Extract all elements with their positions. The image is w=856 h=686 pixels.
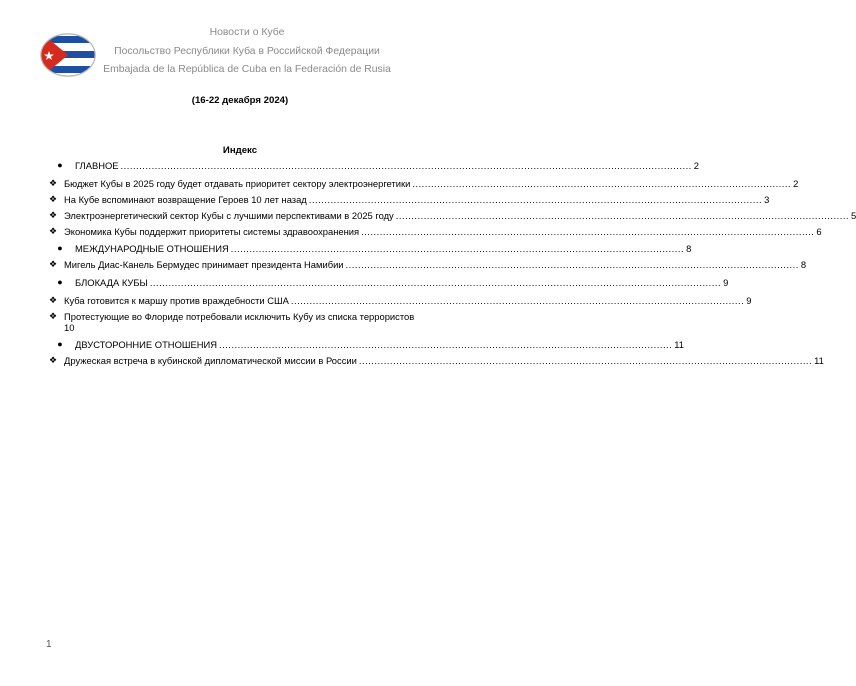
toc-page-number: 3: [764, 194, 770, 205]
dot-leader: ..................................................................................................................................................: [345, 259, 799, 270]
toc-article-title: Дружеская встреча в кубинской дипломатической миссии в России: [64, 355, 357, 366]
table-of-contents: [46, 160, 856, 366]
header-title: Новости о Кубе: [209, 27, 285, 38]
diamond-bullet-icon: ❖: [48, 311, 58, 321]
toc-section-title: МЕЖДУНАРОДНЫЕ ОТНОШЕНИЯ: [75, 243, 229, 254]
toc-page-number: 10: [64, 322, 75, 333]
diamond-bullet-icon: ❖: [48, 295, 58, 305]
toc-article-row[interactable]: [46, 194, 770, 205]
toc-page-number: 6: [816, 226, 822, 237]
diamond-bullet-icon: ❖: [48, 355, 58, 365]
bullet-icon: ●: [57, 160, 63, 170]
date-range: (16-22 декабря 2024): [191, 95, 289, 106]
toc-article-row[interactable]: [46, 295, 752, 306]
toc-section-row[interactable]: [46, 339, 685, 350]
toc-article-title: Куба готовится к маршу против враждебности США: [64, 295, 289, 306]
toc-page-number: 9: [746, 295, 752, 306]
toc-page-number: 2: [693, 160, 700, 171]
toc-section-row[interactable]: [46, 160, 700, 171]
toc-section-title: ГЛАВНОЕ: [75, 160, 119, 171]
bullet-icon: ●: [57, 339, 63, 349]
toc-page-number: 11: [674, 339, 685, 350]
toc-article-title: Мигель Диас-Канель Бермудес принимает президента Намибии: [64, 259, 344, 270]
toc-page-number: 8: [800, 259, 807, 270]
diamond-bullet-icon: ❖: [48, 178, 58, 188]
header-embassy-ru: Посольство Республики Куба в Российской Федерации: [114, 46, 380, 57]
bullet-icon: ●: [57, 243, 63, 253]
toc-page-number: 11: [814, 355, 824, 366]
toc-section-row[interactable]: [46, 243, 692, 254]
diamond-bullet-icon: ❖: [48, 210, 58, 220]
toc-page-number: 5: [851, 210, 856, 221]
header-embassy-es: Embajada de la República de Cuba en la Federación de Rusia: [103, 64, 391, 75]
toc-section-title: БЛОКАДА КУБЫ: [75, 277, 148, 288]
toc-page-number: 9: [723, 277, 729, 288]
dot-leader: ........................................................................................................................................................................................: [149, 277, 722, 288]
toc-article-row[interactable]: [46, 226, 822, 237]
toc-page-number: 8: [686, 243, 692, 254]
toc-section-title: ДВУСТОРОННИЕ ОТНОШЕНИЯ: [75, 339, 217, 350]
dot-leader: ........................................................................................................................................................................................: [120, 160, 692, 171]
diamond-bullet-icon: ❖: [48, 259, 58, 269]
dot-leader: ..................................................................................................................................................: [361, 226, 815, 237]
dot-leader: ..................................................................................................................................................: [290, 295, 745, 306]
toc-article-title: Экономика Кубы поддержит приоритеты системы здравоохранения: [64, 226, 360, 237]
toc-article-row[interactable]: [46, 311, 446, 333]
bullet-icon: ●: [57, 277, 63, 287]
toc-section-row[interactable]: [46, 277, 729, 288]
cuba-flag-logo: [38, 30, 98, 80]
toc-article-title: Протестующие во Флориде потребовали исключить Кубу из списка террористов: [64, 311, 415, 322]
dot-leader: ..................................................................................................................................................: [230, 243, 685, 254]
dot-leader: ..................................................................................................................................................: [395, 210, 850, 221]
toc-page-number: 2: [793, 178, 799, 189]
toc-article-row[interactable]: [46, 210, 856, 221]
diamond-bullet-icon: ❖: [48, 226, 58, 236]
diamond-bullet-icon: ❖: [48, 194, 58, 204]
dot-leader: ..........................................................................................................................: [412, 178, 792, 189]
toc-article-title: Электроэнергетический сектор Кубы с лучшими перспективами в 2025 году: [64, 210, 394, 221]
toc-article-row[interactable]: [46, 178, 799, 189]
page-number: 1: [46, 639, 52, 650]
dot-leader: ..................................................................................................................................................: [218, 339, 673, 350]
toc-article-row[interactable]: [46, 259, 807, 270]
toc-article-title: Бюджет Кубы в 2025 году будет отдавать приоритет сектору электроэнергетики: [64, 178, 411, 189]
dot-leader: ..................................................................................................................................................: [358, 355, 813, 366]
dot-leader: ..................................................................................................................................................: [308, 194, 763, 205]
toc-article-title: На Кубе вспоминают возвращение Героев 10 лет назад: [64, 194, 307, 205]
index-heading: Индекс: [222, 145, 258, 156]
toc-article-row[interactable]: [46, 355, 824, 366]
